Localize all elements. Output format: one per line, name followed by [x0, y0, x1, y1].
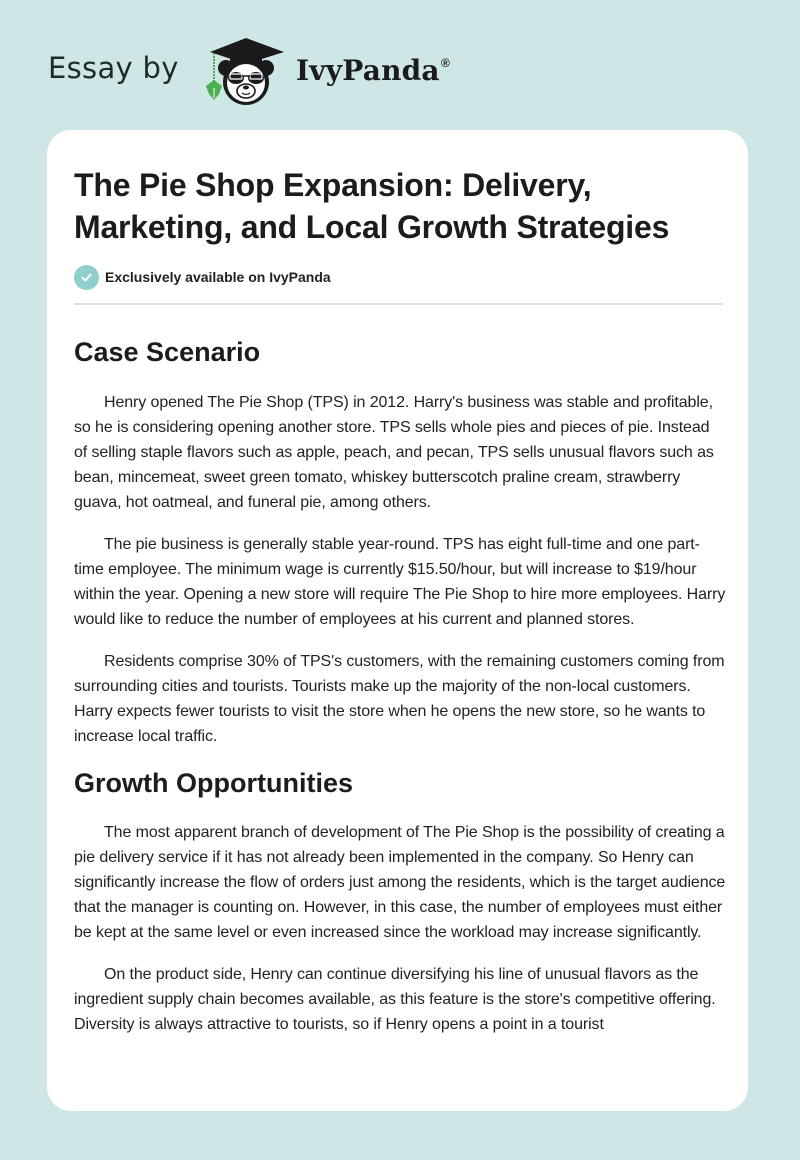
exclusive-label: Exclusively available on IvyPanda [105, 269, 331, 285]
essay-by-label: Essay by [48, 51, 179, 85]
exclusive-badge [74, 264, 331, 290]
registered-mark: ® [441, 56, 450, 70]
brand-name[interactable]: IvyPanda [296, 54, 440, 87]
paragraph: On the product side, Henry can continue diversifying his line of unusual flavors as the ingredient supply chain becomes available, as this feature is the store's competitive offering. Diversity is always attractive to tourists, so if Henry opens a point in a tourist [74, 966, 716, 1033]
section-heading-case-scenario: Case Scenario [74, 337, 261, 367]
paragraph: The most apparent branch of development of The Pie Shop is the possibility of creating a pie delivery service if it has not already been implemented in the company. So Henry can significantly increase the flow of orders just among the residents, which is the target audience that the manager is counting on. However, in this case, the number of employees must either be kept at the same level or even increased since the workload may increase significantly. [74, 824, 726, 941]
article-body [74, 320, 726, 1037]
divider [74, 303, 723, 305]
paragraph: The pie business is generally stable year-round. TPS has eight full-time and one part-time employee. The minimum wage is currently $15.50/hour, but will increase to $19/hour within the year. Opening a new store will require The Pie Shop to hire more employees. Harry would like to reduce the number of employees at his current and planned stores. [74, 536, 726, 628]
article-card [47, 130, 748, 1111]
section-heading-growth-opportunities: Growth Opportunities [74, 768, 353, 798]
check-circle-icon [74, 265, 99, 290]
paragraph: Henry opened The Pie Shop (TPS) in 2012. Harry's business was stable and profitable, so he is considering opening another store. TPS sells whole pies and pieces of pie. Instead of selling staple flavors such as apple, peach, and pecan, TPS sells unusual flavors such as bean, mincemeat, sweet green tomato, whiskey butterscotch praline cream, strawberry guava, hot oatmeal, and funeral pie, among others. [74, 394, 714, 511]
paragraph: Residents comprise 30% of TPS's customers, with the remaining customers coming from surrounding cities and tourists. Tourists make up the majority of the non-local customers. Harry expects fewer tourists to visit the store when he opens the new store, so he wants to increase local traffic. [74, 653, 725, 745]
site-header [0, 0, 800, 130]
panda-logo-icon[interactable] [200, 34, 292, 108]
article-title: The Pie Shop Expansion: Delivery, Marketing, and Local Growth Strategies [74, 167, 670, 245]
